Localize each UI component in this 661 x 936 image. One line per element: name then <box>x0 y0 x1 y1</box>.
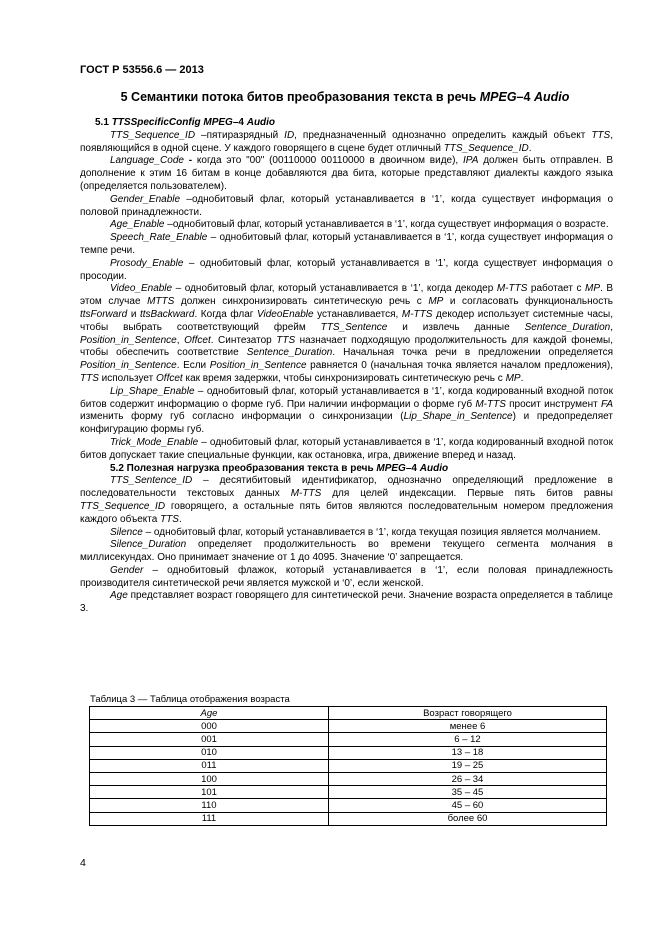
table-row <box>90 733 607 746</box>
subsection-heading-5-1: 5.1 TTSSpecificConfig MPEG–4 Audio <box>95 117 276 128</box>
paragraph-tts-sequence-id: TTS_Sequence_ID –пятиразрядный ID, предназначенный однозначно определить каждый объект TTS, появляющийся в одной сцене. У каждого говорящего в сцене будет отличный TTS_Sequence_ID. <box>80 129 613 154</box>
table-row <box>90 720 607 733</box>
table-cell-code: 110 <box>90 799 329 812</box>
table-cell-range: 26 – 34 <box>329 772 607 785</box>
table-cell-range: 19 – 25 <box>329 759 607 772</box>
paragraph-trick-mode-enable: Trick_Mode_Enable – однобитовый флаг, который устанавливается в ‘1’, когда кодированный входной поток битов допускает такие специальные функции, как остановка, игра, движение вперед и назад. <box>80 436 613 461</box>
table-cell-range: более 60 <box>329 812 607 825</box>
table-cell-range: 35 – 45 <box>329 786 607 799</box>
paragraph-language-code: Language_Code - когда это "00" (00110000 00110000 в двоичном виде), IPA должен быть отправлен. В дополнение к этим 16 битам в конце добавляются два бита, которые представляют диалекты каждого языка (определяется пользователем). <box>80 155 614 192</box>
paragraph-video-enable: Video_Enable – однобитовый флаг, который устанавливается в ‘1’, когда декодер M-TTS работает с MP. В этом случае MTTS должен синхронизировать синтетическую речь с MP и согласовать функциональность ttsForward и ttsBackward. Когда флаг VideoEnable устанавливается, M-TTS декодер использует системные часы, чтобы выбрать соответствующий фрейм TTS_Sentence и извлечь данные Sentence_Duration, Position_in_Sentence, Offcet. Синтезатор TTS назначает подходящую продолжительность для каждой фонемы, чтобы обеспечить соответствие Sentence_Duration. Начальная точка речи в предложении определяется Position_in_Sentence. Если Position_in_Sentence равняется 0 (начальная точка является началом предложения), TTS использует Offcet как время задержки, чтобы синхронизировать синтетическую речь с MP. <box>80 283 614 384</box>
paragraph-lip-shape-enable: Lip_Shape_Enable – однобитовый флаг, который устанавливается в ‘1’, когда кодированный входной поток битов содержит информацию о форме губ. При наличии информации о форме губ M-TTS просит инструмент FA изменить форму губ согласно информации о синхронизации (Lip_Shape_in_Sentence) и предопределяет конфигурацию формы губ. <box>80 385 613 436</box>
paragraph-tts-sentence-id: TTS_Sentence_ID – десятибитовый идентификатор, однозначно определяющий предложение в последовательности текстовых данных M-TTS для целей индексации. Первые пять битов равны TTS_Sequence_ID говорящего, а остальные пять битов являются последовательным номером предложения каждого объекта TTS. <box>80 475 613 525</box>
paragraph-silence: Silence – однобитовый флаг, который устанавливается в ‘1’, когда текущая позиция является молчанием. <box>110 526 601 538</box>
age-mapping-table <box>89 706 607 826</box>
table-cell-code: 000 <box>90 720 329 733</box>
table-caption: Таблица 3 — Таблица отображения возраста <box>90 694 290 705</box>
section-title: 5 Семантики потока битов преобразования текста в речь MPEG–4 Audio <box>120 90 570 104</box>
paragraph-speech-rate-enable: Speech_Rate_Enable – однобитовый флаг, который устанавливается в ‘1’, когда существует информация о темпе речи. <box>80 232 613 256</box>
paragraph-age: Age представляет возраст говорящего для синтетической речи. Значение возраста определяется в таблице 3. <box>80 590 613 615</box>
table-row <box>90 746 607 759</box>
table-cell-range: 45 – 60 <box>329 799 607 812</box>
table-row <box>90 812 607 825</box>
table-cell-code: 100 <box>90 772 329 785</box>
table-cell-code: 010 <box>90 746 329 759</box>
table-row <box>90 799 607 812</box>
table-cell-range: 13 – 18 <box>329 746 607 759</box>
table-header-age: Age <box>90 707 329 720</box>
table-header-row <box>90 707 607 720</box>
table-cell-code: 111 <box>90 812 329 825</box>
table-row <box>90 772 607 785</box>
table-row <box>90 786 607 799</box>
table-cell-code: 101 <box>90 786 329 799</box>
paragraph-prosody-enable: Prosody_Enable – однобитовый флаг, который устанавливается в ‘1’, когда существует информация о просодии. <box>80 257 613 282</box>
table-cell-code: 001 <box>90 733 329 746</box>
document-header: ГОСТ Р 53556.6 — 2013 <box>80 64 204 76</box>
table-header-speaker-age: Возраст говорящего <box>329 707 607 720</box>
table-cell-range: менее 6 <box>329 720 607 733</box>
paragraph-age-enable: Age_Enable –однобитовый флаг, который устанавливается в ‘1’, когда существует информация о возрасте. <box>110 219 609 231</box>
page-number: 4 <box>80 857 86 869</box>
table-cell-code: 011 <box>90 759 329 772</box>
subsection-heading-5-2: 5.2 Полезная нагрузка преобразования текста в речь MPEG–4 Audio <box>110 462 449 474</box>
paragraph-gender: Gender – однобитовый флажок, который устанавливается в ‘1’, если половая принадлежность производителя синтетической речи является мужской и ‘0’, если женской. <box>80 564 613 589</box>
paragraph-silence-duration: Silence_Duration определяет продолжительность во времени текущего сегмента молчания в миллисекундах. Оно принимает значение от 1 до 4095. Значение ‘0’ запрещается. <box>80 539 613 564</box>
paragraph-gender-enable: Gender_Enable –однобитовый флаг, который устанавливается в ‘1’, когда существует информация о половой принадлежности. <box>80 193 613 218</box>
table-row <box>90 759 607 772</box>
table-cell-range: 6 – 12 <box>329 733 607 746</box>
body-text <box>80 117 613 616</box>
